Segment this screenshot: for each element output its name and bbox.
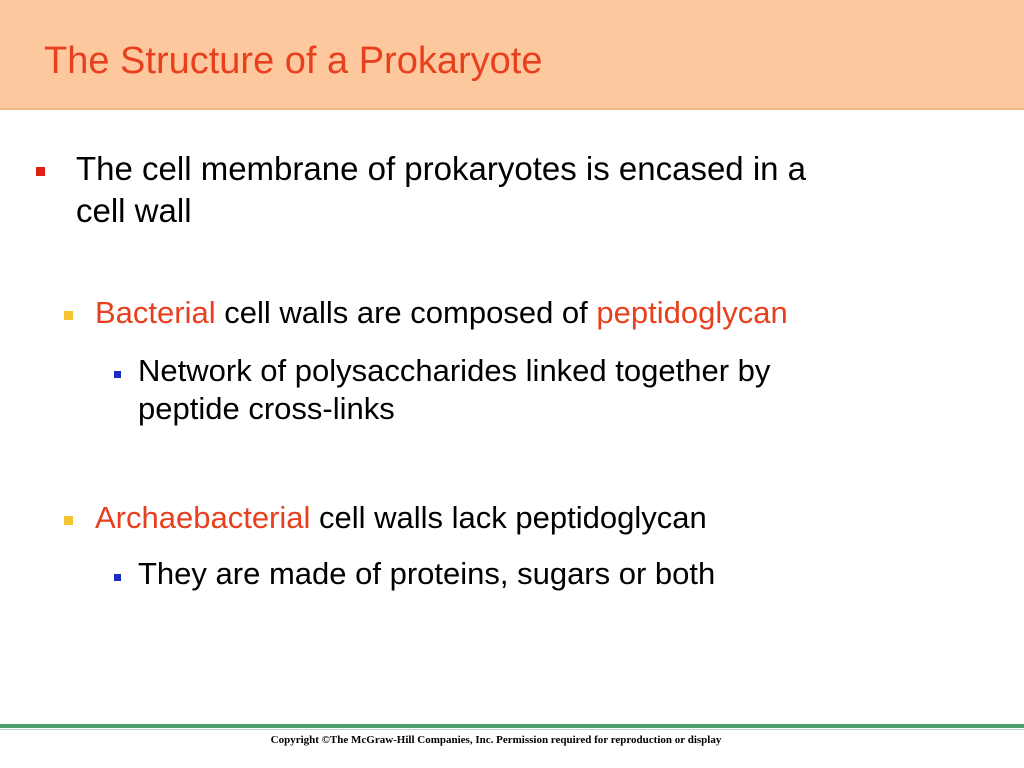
square-bullet-icon	[64, 516, 73, 525]
footer-divider	[0, 724, 1024, 728]
bullet-text-line: cell wall	[76, 192, 192, 229]
bullet-text-line: They are made of proteins, sugars or both	[138, 556, 716, 591]
footer-divider-thin	[0, 729, 1024, 730]
bullet-cell-membrane	[76, 148, 806, 232]
bullet-text-line: peptide cross-links	[138, 391, 395, 426]
bullet-text: cell walls lack peptidoglycan	[310, 500, 707, 535]
bullet-proteins-sugars	[138, 555, 715, 593]
bullet-text-line: Network of polysaccharides linked together by	[138, 353, 771, 388]
bullet-text-line	[95, 294, 788, 332]
highlighted-term: peptidoglycan	[596, 295, 788, 330]
square-bullet-icon	[114, 574, 121, 581]
copyright-notice: Copyright ©The McGraw-Hill Companies, Inc. Permission required for reproduction or display	[270, 734, 722, 746]
square-bullet-icon	[64, 311, 73, 320]
bullet-bacterial-cell-walls	[95, 294, 788, 332]
square-bullet-icon	[114, 371, 121, 378]
title-band	[0, 0, 1024, 110]
bullet-polysaccharide-network	[138, 352, 770, 428]
highlighted-term: Archaebacterial	[95, 500, 311, 535]
bullet-text-line	[95, 499, 707, 537]
bullet-text: cell walls are composed of	[215, 295, 597, 330]
highlighted-term: Bacterial	[95, 295, 216, 330]
slide-title: The Structure of a Prokaryote	[44, 40, 543, 82]
bullet-archaebacterial-cell-walls	[95, 499, 707, 537]
square-bullet-icon	[36, 167, 45, 176]
bullet-text-line: The cell membrane of prokaryotes is encased in a	[76, 150, 807, 187]
